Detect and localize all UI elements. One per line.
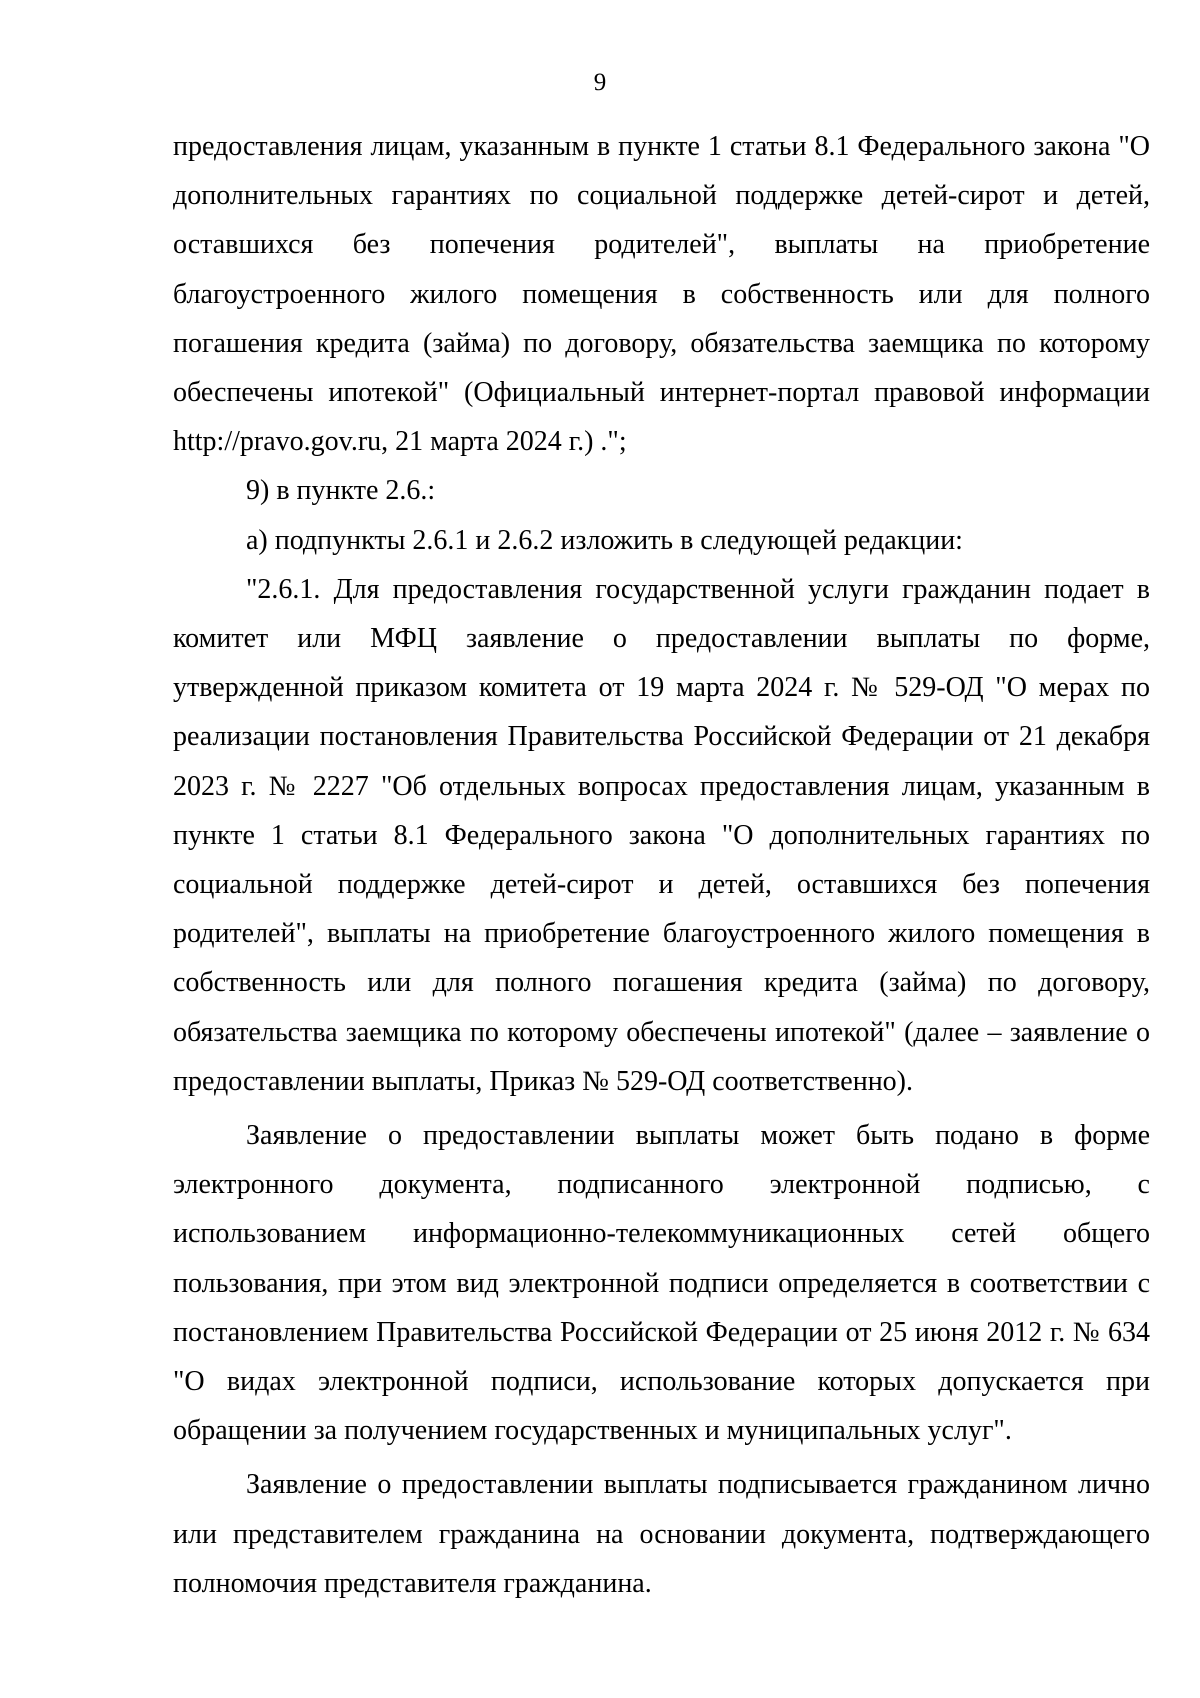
- document-body: [173, 122, 1150, 1608]
- paragraph-subitem-a: а) подпункты 2.6.1 и 2.6.2 изложить в следующей редакции:: [246, 524, 963, 556]
- paragraph-signature: Заявление о предоставлении выплаты подписывается гражданином лично или представителем гражданина на основании документа, подтверждающего полномочия представителя гражданина.: [173, 1469, 1150, 1599]
- paragraph-item-9: 9) в пункте 2.6.:: [246, 475, 436, 507]
- paragraph-continuation: предоставления лицам, указанным в пункте 1 статьи 8.1 Федерального закона "О дополнительных гарантиях по социальной поддержке детей-сирот и детей, оставшихся без попечения родителей", выплаты на приобретение благоустроенного жилого помещения в собственность или для полного погашения кредита (займа) по договору, обязательства заемщика по которому обеспечены ипотекой" (Официальный интернет-портал правовой информации http://pravo.gov.ru, 21 марта 2024 г.) .";: [173, 131, 1150, 458]
- paragraph-electronic-form: Заявление о предоставлении выплаты может быть подано в форме электронного документа, подписанного электронной подписью, с использованием информационно-телекоммуникационных сетей общего пользования, при этом вид электронной подписи определяется в соответствии с постановлением Правительства Российской Федерации от 25 июня 2012 г. № 634 "О видах электронной подписи, использование которых допускается при обращении за получением государственных и муниципальных услуг".: [173, 1120, 1150, 1447]
- page-number: 9: [593, 69, 607, 96]
- paragraph-2-6-1: "2.6.1. Для предоставления государственной услуги гражданин подает в комитет или МФЦ заявление о предоставлении выплаты по форме, утвержденной приказом комитета от 19 марта 2024 г. № 529-ОД "О мерах по реализации постановления Правительства Российской Федерации от 21 декабря 2023 г. № 2227 "Об отдельных вопросах предоставления лицам, указанным в пункте 1 статьи 8.1 Федерального закона "О дополнительных гарантиях по социальной поддержке детей-сирот и детей, оставшихся без попечения родителей", выплаты на приобретение благоустроенного жилого помещения в собственность или для полного погашения кредита (займа) по договору, обязательства заемщика по которому обеспечены ипотекой" (далее – заявление о предоставлении выплаты, Приказ № 529-ОД соответственно).: [173, 573, 1150, 1097]
